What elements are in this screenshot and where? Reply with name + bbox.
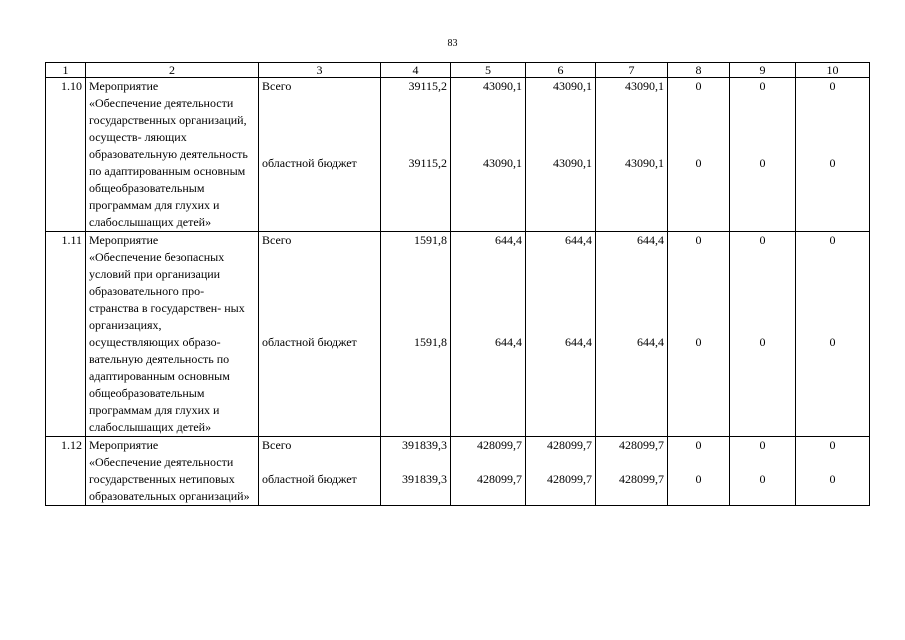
activity-title: Мероприятие (89, 438, 159, 452)
value-cell: 428099,7 (596, 471, 668, 506)
value-cell: 644,4 (596, 232, 668, 335)
value-cell: 0 (730, 334, 796, 437)
page-number: 83 (447, 38, 458, 49)
value-cell: 428099,7 (451, 471, 526, 506)
value-cell: 0 (668, 78, 730, 155)
value-cell: 428099,7 (526, 471, 596, 506)
value-cell: 0 (668, 334, 730, 437)
value-cell: 43090,1 (596, 78, 668, 155)
column-header: 1 (46, 63, 86, 78)
value-cell: 0 (796, 78, 870, 155)
funding-source: областной бюджет (259, 471, 381, 506)
value-cell: 0 (796, 232, 870, 335)
column-header: 6 (526, 63, 596, 78)
header-row (46, 63, 870, 78)
funding-source: Всего (259, 232, 381, 335)
value-cell: 0 (730, 232, 796, 335)
value-cell: 0 (730, 155, 796, 232)
value-cell: 0 (796, 437, 870, 472)
value-cell: 644,4 (451, 334, 526, 437)
row-number: 1.10 (46, 78, 86, 232)
column-header: 7 (596, 63, 668, 78)
value-cell: 39115,2 (381, 155, 451, 232)
value-cell: 428099,7 (451, 437, 526, 472)
funding-source: областной бюджет (259, 155, 381, 232)
value-cell: 428099,7 (596, 437, 668, 472)
value-cell: 0 (668, 155, 730, 232)
value-cell: 391839,3 (381, 471, 451, 506)
value-cell: 43090,1 (451, 155, 526, 232)
activity-cell (86, 232, 259, 437)
value-cell: 644,4 (596, 334, 668, 437)
value-cell: 0 (730, 471, 796, 506)
value-cell: 43090,1 (526, 78, 596, 155)
column-header: 3 (259, 63, 381, 78)
value-cell: 0 (730, 78, 796, 155)
value-cell: 0 (668, 471, 730, 506)
activity-title: Мероприятие (89, 233, 159, 247)
value-cell: 644,4 (526, 232, 596, 335)
value-cell: 428099,7 (526, 437, 596, 472)
table-row (46, 437, 870, 472)
activity-cell (86, 437, 259, 506)
activity-description: «Обеспечение деятельности государственных организаций, осуществ- ляющих образовательную деятельность по адаптированным основным общеобразовательным программам для глухих и слабослышащих детей» (89, 96, 248, 229)
value-cell: 644,4 (526, 334, 596, 437)
value-cell: 1591,8 (381, 232, 451, 335)
value-cell: 0 (668, 232, 730, 335)
column-header: 4 (381, 63, 451, 78)
value-cell: 0 (730, 437, 796, 472)
column-header: 5 (451, 63, 526, 78)
value-cell: 1591,8 (381, 334, 451, 437)
value-cell: 391839,3 (381, 437, 451, 472)
activity-description: «Обеспечение деятельности государственных нетиповых образовательных организаций» (89, 455, 250, 503)
funding-source: Всего (259, 437, 381, 472)
column-header: 2 (86, 63, 259, 78)
funding-source: областной бюджет (259, 334, 381, 437)
activity-title: Мероприятие (89, 79, 159, 93)
table-row (46, 78, 870, 155)
value-cell: 644,4 (451, 232, 526, 335)
budget-table (45, 62, 870, 506)
value-cell: 39115,2 (381, 78, 451, 155)
value-cell: 0 (796, 471, 870, 506)
row-number: 1.12 (46, 437, 86, 506)
value-cell: 43090,1 (451, 78, 526, 155)
value-cell: 43090,1 (526, 155, 596, 232)
value-cell: 0 (796, 334, 870, 437)
activity-cell (86, 78, 259, 232)
row-number: 1.11 (46, 232, 86, 437)
value-cell: 0 (796, 155, 870, 232)
column-header: 9 (730, 63, 796, 78)
column-header: 8 (668, 63, 730, 78)
activity-description: «Обеспечение безопасных условий при организации образовательного про- странства в государствен- ных организациях, осуществляющих образо- вательную деятельность по адаптированным основным общеобразовательным программам для глухих и слабослышащих детей» (89, 250, 245, 434)
column-header: 10 (796, 63, 870, 78)
funding-source: Всего (259, 78, 381, 155)
value-cell: 0 (668, 437, 730, 472)
value-cell: 43090,1 (596, 155, 668, 232)
table-row (46, 232, 870, 335)
